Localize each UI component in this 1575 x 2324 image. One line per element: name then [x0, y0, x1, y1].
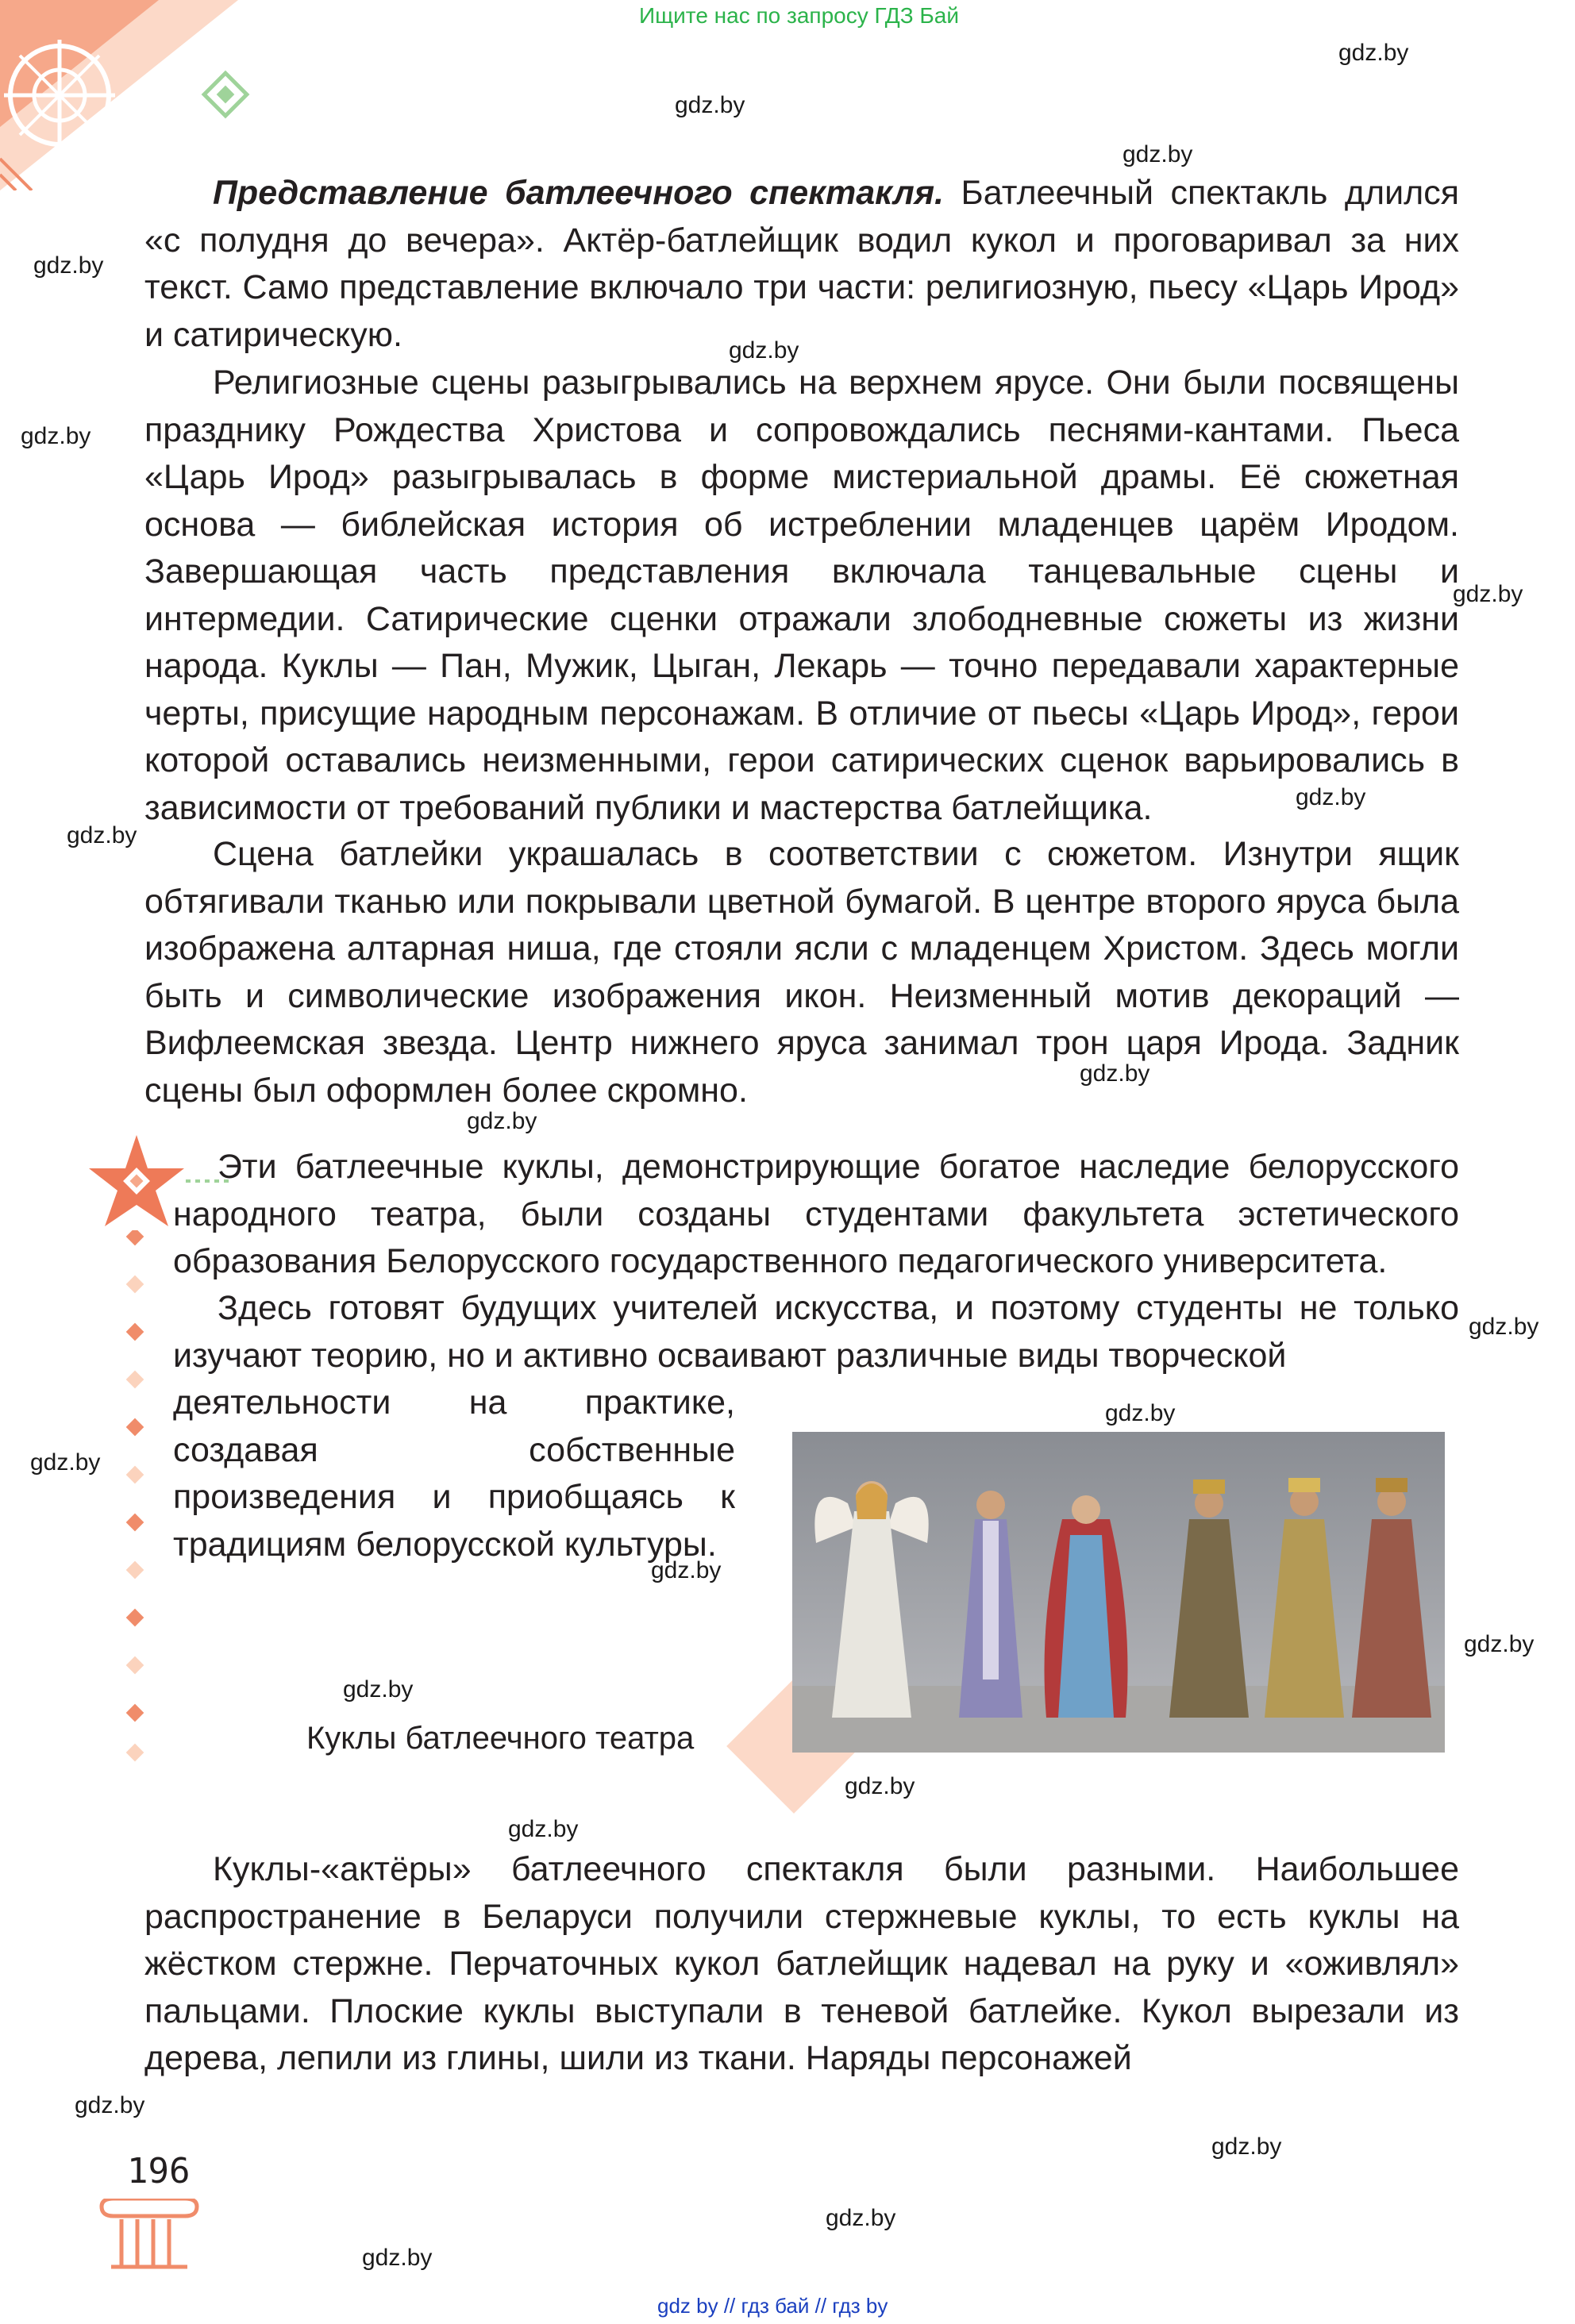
paragraph-puppet-types: Куклы-«актёры» батлеечного спектакля были разными. Наибольшее распространение в Беларуси получили стержневые куклы, то есть куклы на жёстком стержне. Перчаточных кукол батлейщик надевал на руку и «оживлял» пальцами. Плоские куклы выступали в теневой батлейке. Кукол вырезали из дерева, лепили из глины, шили из ткани. Наряды персонажей — [144, 1850, 1459, 2077]
watermark: gdz.by — [1211, 2134, 1282, 2160]
watermark: gdz.by — [33, 252, 104, 279]
paragraph-religious-scenes: Религиозные сцены разыгрывались на верхнем ярусе. Они были посвящены празднику Рождества Христова и сопровождались песнями-кантами. Пьеса «Царь Ирод» разыгрывалась в форме мистериальной драмы. Её сюжетная основа — библейская история об истреблении младенцев царём Иродом. Завершающая часть представления включала танцевальные сцены и интермедии. Сатирические сценки отражали злободневные сюжеты из жизни народа. Куклы — Пан, Мужик, Цыган, Лекарь — точно передавали характерные черты, присущие народным персонажам. В отличие от пьесы «Царь Ирод», герои которой оставались неизменными, герои сатирических сценок варьировались в зависимости от требований публики и мастерства батлейщика. — [144, 364, 1459, 827]
watermark: gdz.by — [729, 337, 799, 364]
sidebar-paragraph-students-narrow: деятельности на практике, создавая собственные произведения и приобщаясь к традициям белорусской культуры. — [173, 1383, 735, 1564]
watermark: gdz.by — [343, 1676, 414, 1703]
watermark: gdz.by — [845, 1773, 915, 1799]
paragraph-intro — [144, 170, 1459, 359]
column-icon — [94, 2199, 205, 2270]
watermark: gdz.by — [467, 1108, 537, 1134]
sidebar-paragraph-students-wide: Здесь готовят будущих учителей искусства, и поэтому студенты не только изучают теорию, но и активно осваивают различные виды творческой — [173, 1289, 1459, 1375]
diamond-chain-ornament — [119, 1230, 151, 1770]
watermark: gdz.by — [508, 1816, 579, 1842]
footer-links[interactable]: gdz by // гдз бай // гдз by — [657, 2294, 888, 2318]
page-number: 196 — [127, 2151, 191, 2191]
watermark: gdz.by — [21, 423, 91, 449]
top-search-note: Ищите нас по запросу ГДЗ Бай — [639, 3, 960, 28]
paragraph-intro-text: Батлеечный спектакль длился «с полудня до вечера». Актёр-батлейщик водил кукол и проговаривал за них текст. Само представление включало три части: религиозную, пьесу «Царь Ирод» и сатирическую. — [144, 174, 1459, 354]
watermark: gdz.by — [1080, 1060, 1150, 1087]
watermark: gdz.by — [1296, 784, 1366, 810]
paragraph-stage-decoration: Сцена батлейки украшалась в соответствии с сюжетом. Изнутри ящик обтягивали тканью или покрывали цветной бумагой. В центре второго яруса была изображена алтарная ниша, где стояли ясли с младенцем Христом. Здесь могли быть и символические изображения икон. Неизменный мотив декораций — Вифлеемская звезда. Центр нижнего яруса занимал трон царя Ирода. Задник сцены был оформлен более скромно. — [144, 835, 1459, 1110]
watermark: gdz.by — [1338, 40, 1409, 66]
watermark: gdz.by — [1469, 1314, 1539, 1340]
watermark: gdz.by — [675, 92, 745, 118]
photo-caption: Куклы батлеечного театра — [306, 1721, 695, 1756]
corner-ornament-icon — [0, 0, 302, 190]
sidebar-paragraph-puppets: Эти батлеечные куклы, демонстрирующие богатое наследие белорусского народного театра, были созданы студентами факультета эстетического образования Белорусского государственного педагогического университета. — [173, 1148, 1459, 1280]
watermark: gdz.by — [30, 1449, 101, 1476]
watermark: gdz.by — [67, 822, 137, 848]
watermark: gdz.by — [1464, 1631, 1535, 1657]
watermark: gdz.by — [362, 2245, 433, 2271]
watermark: gdz.by — [1105, 1400, 1176, 1426]
watermark: gdz.by — [75, 2092, 145, 2118]
section-title: Представление батлеечного спектакля. — [213, 174, 945, 212]
watermark: gdz.by — [826, 2205, 896, 2231]
puppets-photo — [792, 1432, 1445, 1753]
watermark: gdz.by — [1123, 141, 1193, 167]
watermark: gdz.by — [1453, 581, 1523, 607]
watermark: gdz.by — [651, 1557, 722, 1583]
